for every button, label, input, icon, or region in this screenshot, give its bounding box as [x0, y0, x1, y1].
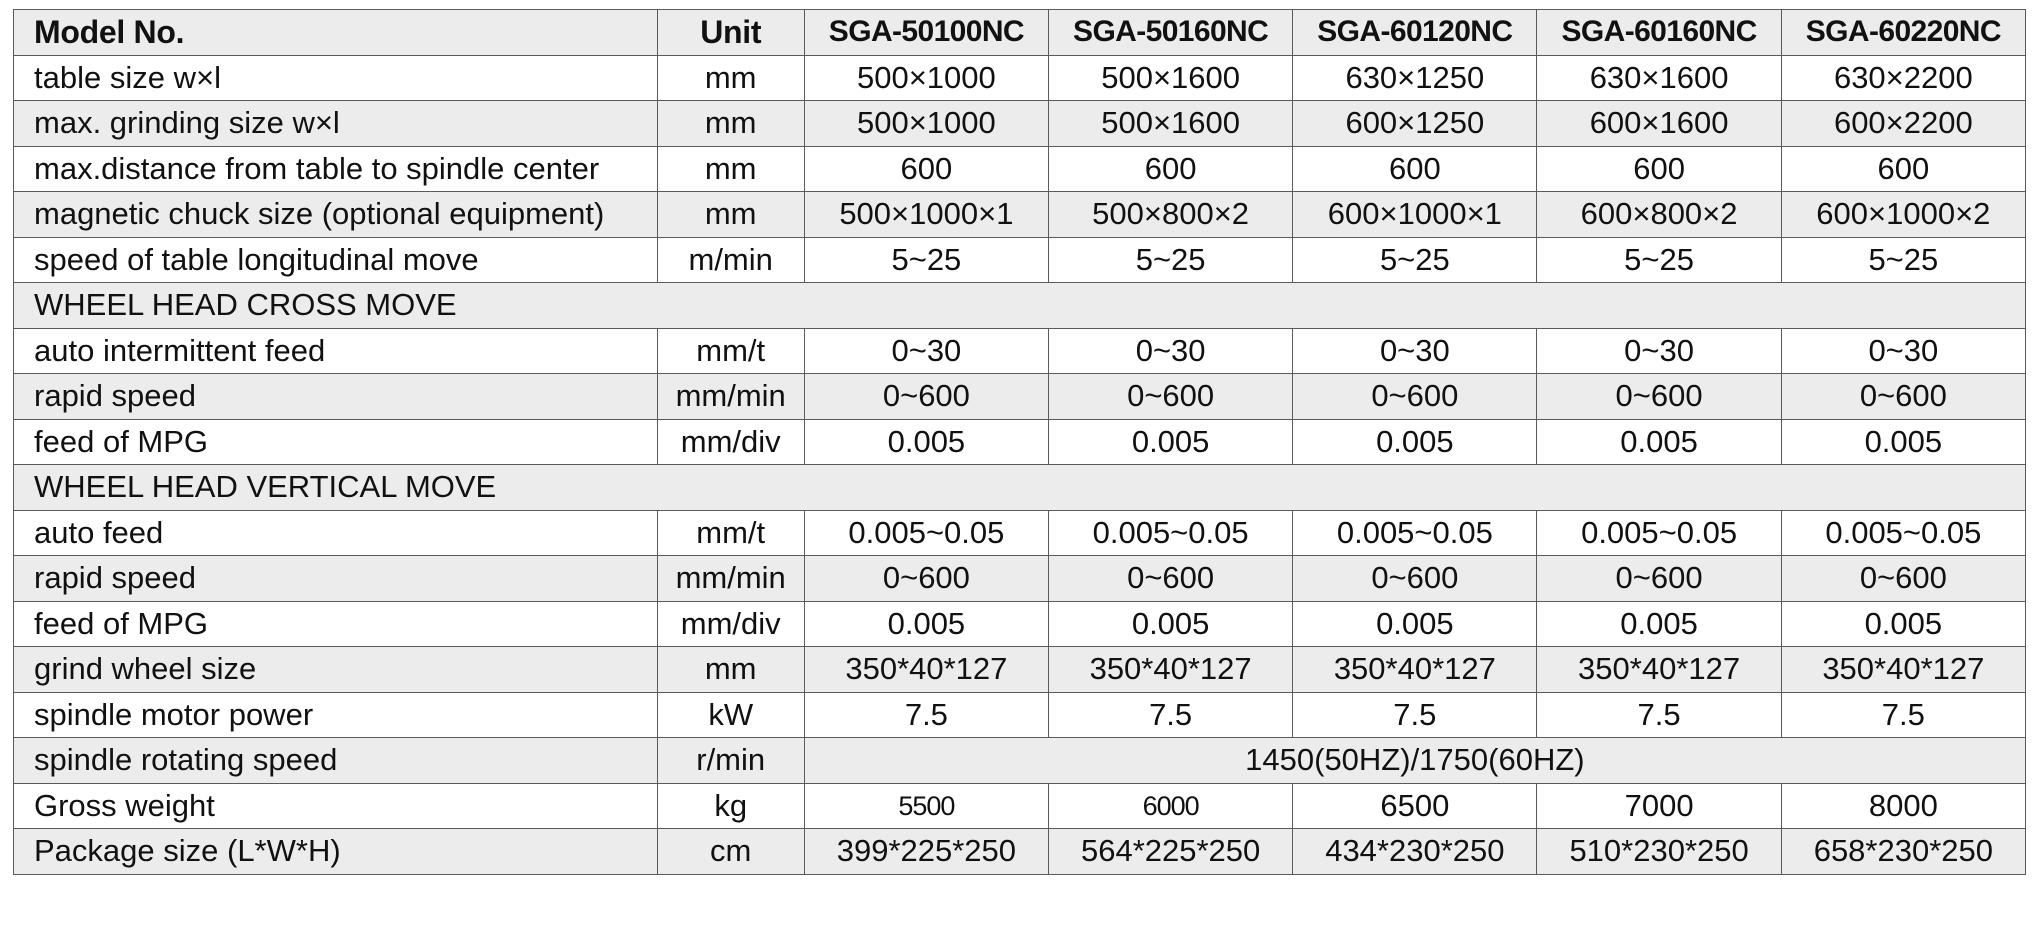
value-cell: 7.5 [1049, 692, 1293, 738]
value-cell: 630×1600 [1537, 55, 1781, 101]
header-model-cell: SGA-60220NC [1781, 10, 2025, 56]
param-cell: table size w×l [14, 55, 658, 101]
value-cell: 600 [1781, 146, 2025, 192]
spec-row [14, 55, 2026, 101]
value-cell: 0.005 [804, 601, 1048, 647]
spec-row [14, 328, 2026, 374]
value-cell: 600×2200 [1781, 101, 2025, 147]
value-cell: 0~30 [804, 328, 1048, 374]
value-cell: 500×1600 [1049, 55, 1293, 101]
value-cell: 500×1000 [804, 55, 1048, 101]
value-cell: 350*40*127 [1537, 647, 1781, 693]
value-cell: 7.5 [1293, 692, 1537, 738]
value-cell: 0.005 [1293, 419, 1537, 465]
spec-row [14, 692, 2026, 738]
value-cell: 0~600 [804, 556, 1048, 602]
value-cell: 0.005 [1049, 419, 1293, 465]
param-cell: Gross weight [14, 783, 658, 829]
value-cell: 8000 [1781, 783, 2025, 829]
unit-cell: m/min [657, 237, 804, 283]
value-cell: 5~25 [1049, 237, 1293, 283]
header-row [14, 10, 2026, 56]
unit-cell: mm [657, 55, 804, 101]
value-cell: 5~25 [1537, 237, 1781, 283]
value-cell: 5~25 [1293, 237, 1537, 283]
unit-cell: mm/t [657, 328, 804, 374]
value-cell: 500×1000×1 [804, 192, 1048, 238]
spec-row [14, 237, 2026, 283]
value-cell: 5~25 [804, 237, 1048, 283]
value-cell: 630×1250 [1293, 55, 1537, 101]
value-cell: 0~30 [1781, 328, 2025, 374]
value-cell: 7.5 [804, 692, 1048, 738]
spec-row [14, 556, 2026, 602]
value-cell: 564*225*250 [1049, 829, 1293, 875]
value-cell: 350*40*127 [1293, 647, 1537, 693]
value-cell: 0~600 [1049, 374, 1293, 420]
value-cell: 600 [804, 146, 1048, 192]
unit-cell: r/min [657, 738, 804, 784]
value-cell: 0~600 [804, 374, 1048, 420]
param-cell: magnetic chuck size (optional equipment) [14, 192, 658, 238]
param-cell: max.distance from table to spindle center [14, 146, 658, 192]
value-cell: 600×1600 [1537, 101, 1781, 147]
header-model-cell: SGA-50100NC [804, 10, 1048, 56]
spec-row [14, 783, 2026, 829]
value-cell: 0.005 [1049, 601, 1293, 647]
value-cell: 600 [1537, 146, 1781, 192]
value-cell: 7.5 [1781, 692, 2025, 738]
value-cell: 500×1000 [804, 101, 1048, 147]
param-cell: max. grinding size w×l [14, 101, 658, 147]
header-model-cell: SGA-60120NC [1293, 10, 1537, 56]
param-cell: grind wheel size [14, 647, 658, 693]
header-unit-cell: Unit [657, 10, 804, 56]
section-header-row [14, 283, 2026, 329]
value-cell: 658*230*250 [1781, 829, 2025, 875]
value-cell: 600×800×2 [1537, 192, 1781, 238]
value-span-cell: 1450(50HZ)/1750(60HZ) [804, 738, 2025, 784]
unit-cell: mm/div [657, 601, 804, 647]
value-cell: 7.5 [1537, 692, 1781, 738]
section-header-row [14, 465, 2026, 511]
value-cell: 0~30 [1537, 328, 1781, 374]
spec-row [14, 738, 2026, 784]
value-cell: 0~600 [1293, 374, 1537, 420]
value-cell: 350*40*127 [1049, 647, 1293, 693]
value-cell: 6500 [1293, 783, 1537, 829]
value-cell: 600×1000×1 [1293, 192, 1537, 238]
value-cell: 0.005~0.05 [1537, 510, 1781, 556]
unit-cell: mm [657, 192, 804, 238]
value-cell: 0.005 [804, 419, 1048, 465]
value-cell: 500×1600 [1049, 101, 1293, 147]
value-cell: 0~600 [1781, 556, 2025, 602]
param-cell: rapid speed [14, 556, 658, 602]
value-cell: 0~30 [1293, 328, 1537, 374]
value-cell: 0~600 [1781, 374, 2025, 420]
value-cell: 7000 [1537, 783, 1781, 829]
unit-cell: mm [657, 647, 804, 693]
section-header-label: WHEEL HEAD VERTICAL MOVE [14, 465, 2026, 511]
value-cell: 5~25 [1781, 237, 2025, 283]
value-cell: 0.005 [1537, 419, 1781, 465]
spec-sheet [13, 9, 2026, 875]
value-cell: 434*230*250 [1293, 829, 1537, 875]
param-cell: speed of table longitudinal move [14, 237, 658, 283]
value-cell: 0~600 [1293, 556, 1537, 602]
value-cell: 600 [1049, 146, 1293, 192]
value-cell: 630×2200 [1781, 55, 2025, 101]
unit-cell: kW [657, 692, 804, 738]
spec-row [14, 601, 2026, 647]
spec-row [14, 101, 2026, 147]
param-cell: Package size (L*W*H) [14, 829, 658, 875]
value-cell: 0.005 [1781, 601, 2025, 647]
value-cell: 510*230*250 [1537, 829, 1781, 875]
value-cell: 600×1000×2 [1781, 192, 2025, 238]
value-cell: 500×800×2 [1049, 192, 1293, 238]
spec-row [14, 146, 2026, 192]
value-cell: 600×1250 [1293, 101, 1537, 147]
value-cell: 350*40*127 [804, 647, 1048, 693]
spec-row [14, 374, 2026, 420]
spec-row [14, 419, 2026, 465]
spec-row [14, 647, 2026, 693]
value-cell: 6000 [1049, 783, 1293, 829]
unit-cell: mm/div [657, 419, 804, 465]
param-cell: spindle motor power [14, 692, 658, 738]
value-cell: 0.005 [1537, 601, 1781, 647]
value-cell: 0~600 [1537, 374, 1781, 420]
value-cell: 0~30 [1049, 328, 1293, 374]
param-cell: auto feed [14, 510, 658, 556]
unit-cell: mm/t [657, 510, 804, 556]
unit-cell: cm [657, 829, 804, 875]
spec-row [14, 192, 2026, 238]
value-cell: 0.005~0.05 [804, 510, 1048, 556]
value-cell: 0~600 [1049, 556, 1293, 602]
section-header-label: WHEEL HEAD CROSS MOVE [14, 283, 2026, 329]
unit-cell: mm [657, 101, 804, 147]
unit-cell: mm/min [657, 556, 804, 602]
value-cell: 0.005~0.05 [1049, 510, 1293, 556]
value-cell: 5500 [804, 783, 1048, 829]
value-cell: 399*225*250 [804, 829, 1048, 875]
value-cell: 0.005 [1781, 419, 2025, 465]
unit-cell: mm [657, 146, 804, 192]
value-cell: 0.005~0.05 [1781, 510, 2025, 556]
spec-row [14, 510, 2026, 556]
param-cell: feed of MPG [14, 419, 658, 465]
param-cell: rapid speed [14, 374, 658, 420]
value-cell: 350*40*127 [1781, 647, 2025, 693]
param-cell: spindle rotating speed [14, 738, 658, 784]
header-param-cell: Model No. [14, 10, 658, 56]
specification-table [13, 9, 2026, 875]
unit-cell: mm/min [657, 374, 804, 420]
param-cell: auto intermittent feed [14, 328, 658, 374]
header-model-cell: SGA-50160NC [1049, 10, 1293, 56]
unit-cell: kg [657, 783, 804, 829]
value-cell: 0~600 [1537, 556, 1781, 602]
value-cell: 0.005~0.05 [1293, 510, 1537, 556]
value-cell: 0.005 [1293, 601, 1537, 647]
header-model-cell: SGA-60160NC [1537, 10, 1781, 56]
value-cell: 600 [1293, 146, 1537, 192]
spec-row [14, 829, 2026, 875]
param-cell: feed of MPG [14, 601, 658, 647]
